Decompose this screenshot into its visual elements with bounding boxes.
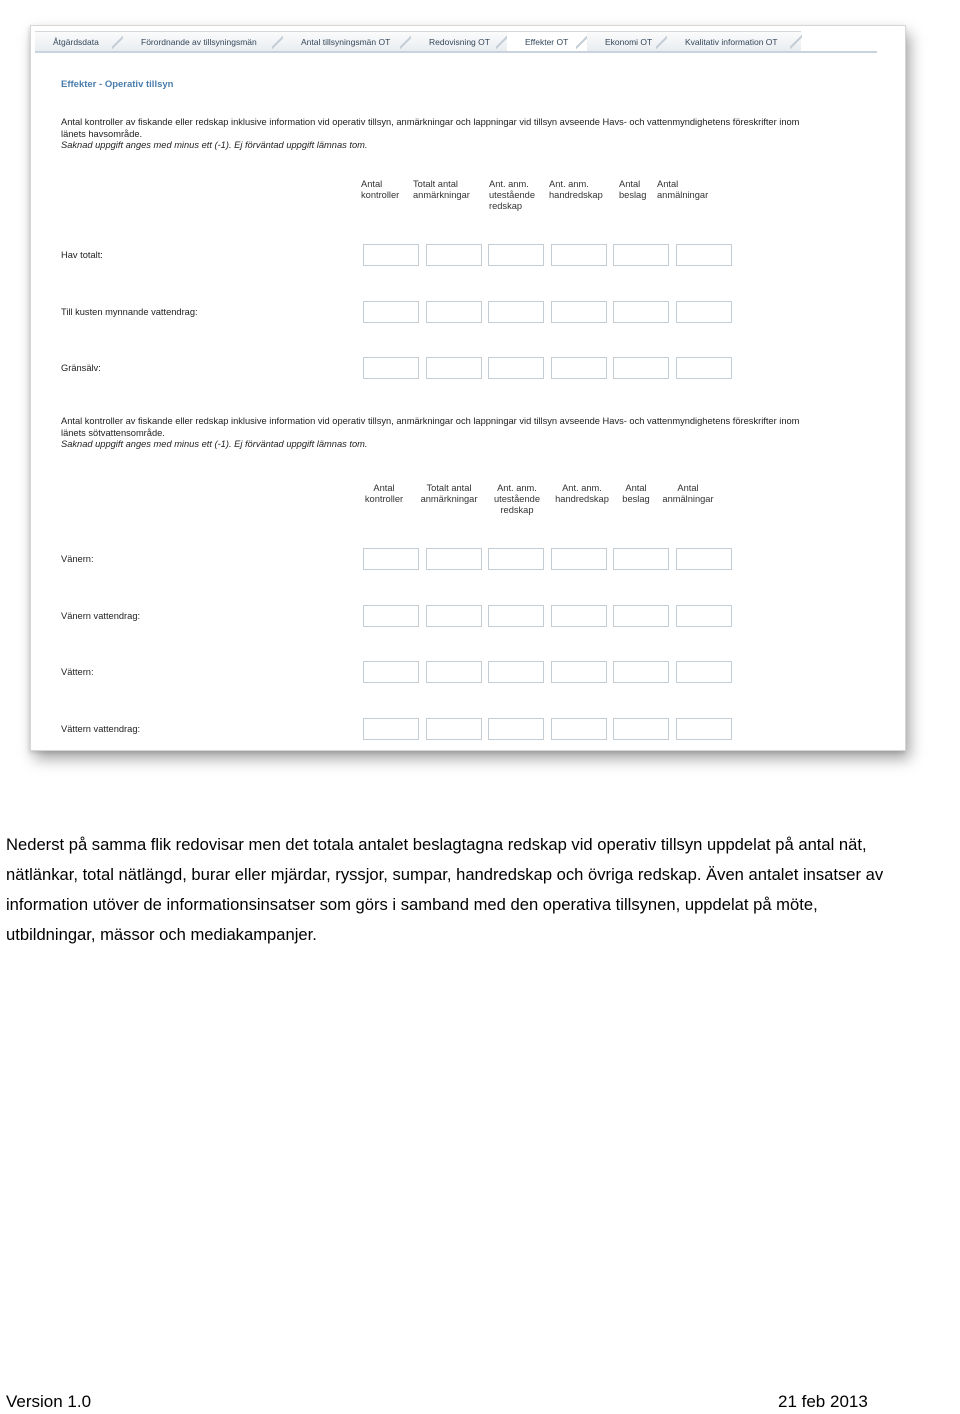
block1-text: Antal kontroller av fiskande eller redskap inklusive information vid operativ tillsyn, anmärkningar och lappningar vid tillsyn avseende Havs- och vattenmyndighetens föreskrifter inom länets havsområde. (61, 117, 800, 139)
input-kusten-anmalningar[interactable] (676, 301, 732, 323)
block1-description (61, 117, 821, 152)
col-header-line: Ant. anm. (549, 179, 589, 189)
input-vanern-anmalningar[interactable] (676, 548, 732, 570)
input-vattern-kontroller[interactable] (363, 661, 419, 683)
col-header-line: redskap (489, 201, 523, 211)
row-label-vattern: Vättern: (61, 667, 94, 677)
row-label-hav-totalt: Hav totalt: (61, 250, 103, 260)
tab-label: Förordnande av tillsyningsmän (141, 37, 257, 47)
input-vanern-vattendrag-beslag[interactable] (613, 605, 669, 627)
input-gransalv-kontroller[interactable] (363, 357, 419, 379)
col-header-utestaende-2 (489, 483, 545, 516)
col-header-kontroller-2 (361, 483, 407, 505)
col-header-line: handredskap (555, 494, 609, 504)
input-kusten-kontroller[interactable] (363, 301, 419, 323)
col-header-anmalningar (657, 179, 708, 201)
block2-text: Antal kontroller av fiskande eller redskap inklusive information vid operativ tillsyn, anmärkningar och lappningar vid tillsyn avseende Havs- och vattenmyndighetens föreskrifter inom länets sötvattensområde. (61, 416, 800, 438)
input-kusten-beslag[interactable] (613, 301, 669, 323)
input-gransalv-utestaende[interactable] (488, 357, 544, 379)
input-hav-handredskap[interactable] (551, 244, 607, 266)
input-kusten-utestaende[interactable] (488, 301, 544, 323)
col-header-line: redskap (500, 505, 534, 515)
input-vanern-anmarkningar[interactable] (426, 548, 482, 570)
block2-note: Saknad uppgift anges med minus ett (-1). Ej förväntad uppgift lämnas tom. (61, 439, 368, 449)
input-gransalv-beslag[interactable] (613, 357, 669, 379)
tab-atgardsdata[interactable] (35, 31, 123, 51)
form-screenshot (30, 25, 906, 751)
tab-label: Kvalitativ information OT (685, 37, 778, 47)
col-header-line: anmärkningar (413, 190, 470, 200)
col-header-line: anmärkningar (420, 494, 478, 504)
input-vanern-vattendrag-anmalningar[interactable] (676, 605, 732, 627)
input-hav-anmarkningar[interactable] (426, 244, 482, 266)
input-vanern-utestaende[interactable] (488, 548, 544, 570)
input-hav-beslag[interactable] (613, 244, 669, 266)
input-gransalv-anmalningar[interactable] (676, 357, 732, 379)
input-gransalv-handredskap[interactable] (551, 357, 607, 379)
input-vanern-handredskap[interactable] (551, 548, 607, 570)
col-header-anmarkningar-2 (415, 483, 483, 505)
input-vattern-vattendrag-utestaende[interactable] (488, 718, 544, 740)
col-header-utestaende (489, 179, 535, 212)
input-vattern-anmalningar[interactable] (676, 661, 732, 683)
col-header-line: utestående (493, 494, 540, 504)
col-header-anmalningar-2 (657, 483, 719, 505)
block2-description (61, 416, 821, 451)
row-label-gransalv: Gränsälv: (61, 363, 101, 373)
tab-label: Åtgärdsdata (53, 37, 99, 47)
tab-redovisning[interactable] (411, 31, 507, 51)
input-vattern-beslag[interactable] (613, 661, 669, 683)
col-header-line: Antal (657, 179, 679, 189)
input-gransalv-anmarkningar[interactable] (426, 357, 482, 379)
tab-effekter[interactable] (507, 31, 587, 51)
col-header-line: Antal (619, 179, 641, 189)
col-header-line: handredskap (549, 190, 603, 200)
input-hav-anmalningar[interactable] (676, 244, 732, 266)
body-paragraph: Nederst på samma flik redovisar men det totala antalet beslagtagna redskap vid operativ tillsyn uppdelat på antal nät, nätlänkar, total nätlängd, burar eller mjärdar, ryssjor, sumpar, handredskap och övriga redskap. Även antalet insatser av information utöver de informationsinsatser som görs i samband med den operativa tillsynen, uppdelat på möte, utbildningar, mässor och mediakampanjer. (6, 835, 884, 944)
input-vanern-kontroller[interactable] (363, 548, 419, 570)
input-vanern-vattendrag-handredskap[interactable] (551, 605, 607, 627)
col-header-line: anmälningar (662, 494, 714, 504)
col-header-kontroller (361, 179, 399, 201)
footer-version: Version 1.0 (6, 1392, 92, 1411)
section-title: Effekter - Operativ tillsyn (61, 79, 174, 90)
input-vattern-vattendrag-anmarkningar[interactable] (426, 718, 482, 740)
tab-kvalitativ[interactable] (667, 31, 801, 51)
tab-label: Redovisning OT (429, 37, 490, 47)
input-hav-kontroller[interactable] (363, 244, 419, 266)
input-vattern-vattendrag-beslag[interactable] (613, 718, 669, 740)
tab-label: Ekonomi OT (605, 37, 653, 47)
col-header-line: Antal (677, 483, 699, 493)
block1-note: Saknad uppgift anges med minus ett (-1). Ej förväntad uppgift lämnas tom. (61, 140, 368, 150)
tab-antal-tillsyningsman[interactable] (283, 31, 411, 51)
input-vanern-beslag[interactable] (613, 548, 669, 570)
tab-bar (35, 31, 877, 53)
input-vanern-vattendrag-anmarkningar[interactable] (426, 605, 482, 627)
col-header-line: beslag (619, 190, 647, 200)
col-header-line: Totalt antal (426, 483, 472, 493)
input-kusten-anmarkningar[interactable] (426, 301, 482, 323)
input-vattern-utestaende[interactable] (488, 661, 544, 683)
col-header-beslag-2 (619, 483, 653, 505)
row-label-vattern-vattendrag: Vättern vattendrag: (61, 724, 141, 734)
col-header-line: beslag (622, 494, 650, 504)
col-header-line: Totalt antal (413, 179, 458, 189)
tab-label: Effekter OT (525, 37, 569, 47)
col-header-line: Antal (625, 483, 647, 493)
input-vattern-anmarkningar[interactable] (426, 661, 482, 683)
col-header-line: Ant. anm. (562, 483, 602, 493)
tab-label: Antal tillsyningsmän OT (301, 37, 391, 47)
input-vattern-vattendrag-anmalningar[interactable] (676, 718, 732, 740)
col-header-beslag (619, 179, 646, 201)
col-header-handredskap (549, 179, 603, 201)
col-header-line: anmälningar (657, 190, 709, 200)
col-header-line: utestående (489, 190, 536, 200)
row-label-till-kusten: Till kusten mynnande vattendrag: (61, 307, 198, 317)
input-vattern-vattendrag-handredskap[interactable] (551, 718, 607, 740)
input-kusten-handredskap[interactable] (551, 301, 607, 323)
row-label-vanern-vattendrag: Vänern vattendrag: (61, 611, 141, 621)
input-hav-utestaende[interactable] (488, 244, 544, 266)
col-header-line: kontroller (361, 190, 400, 200)
footer-date: 21 feb 2013 (778, 1392, 868, 1411)
row-label-vanern: Vänern: (61, 554, 94, 564)
col-header-line: kontroller (364, 494, 404, 504)
input-vanern-vattendrag-kontroller[interactable] (363, 605, 419, 627)
col-header-anmarkningar (413, 179, 470, 201)
input-vattern-handredskap[interactable] (551, 661, 607, 683)
input-vattern-vattendrag-kontroller[interactable] (363, 718, 419, 740)
col-header-handredskap-2 (549, 483, 615, 505)
col-header-line: Ant. anm. (497, 483, 537, 493)
col-header-line: Antal (373, 483, 395, 493)
input-vanern-vattendrag-utestaende[interactable] (488, 605, 544, 627)
col-header-line: Ant. anm. (489, 179, 529, 189)
tab-ekonomi[interactable] (587, 31, 667, 51)
tab-forordnande[interactable] (123, 31, 283, 51)
col-header-line: Antal (361, 179, 383, 189)
